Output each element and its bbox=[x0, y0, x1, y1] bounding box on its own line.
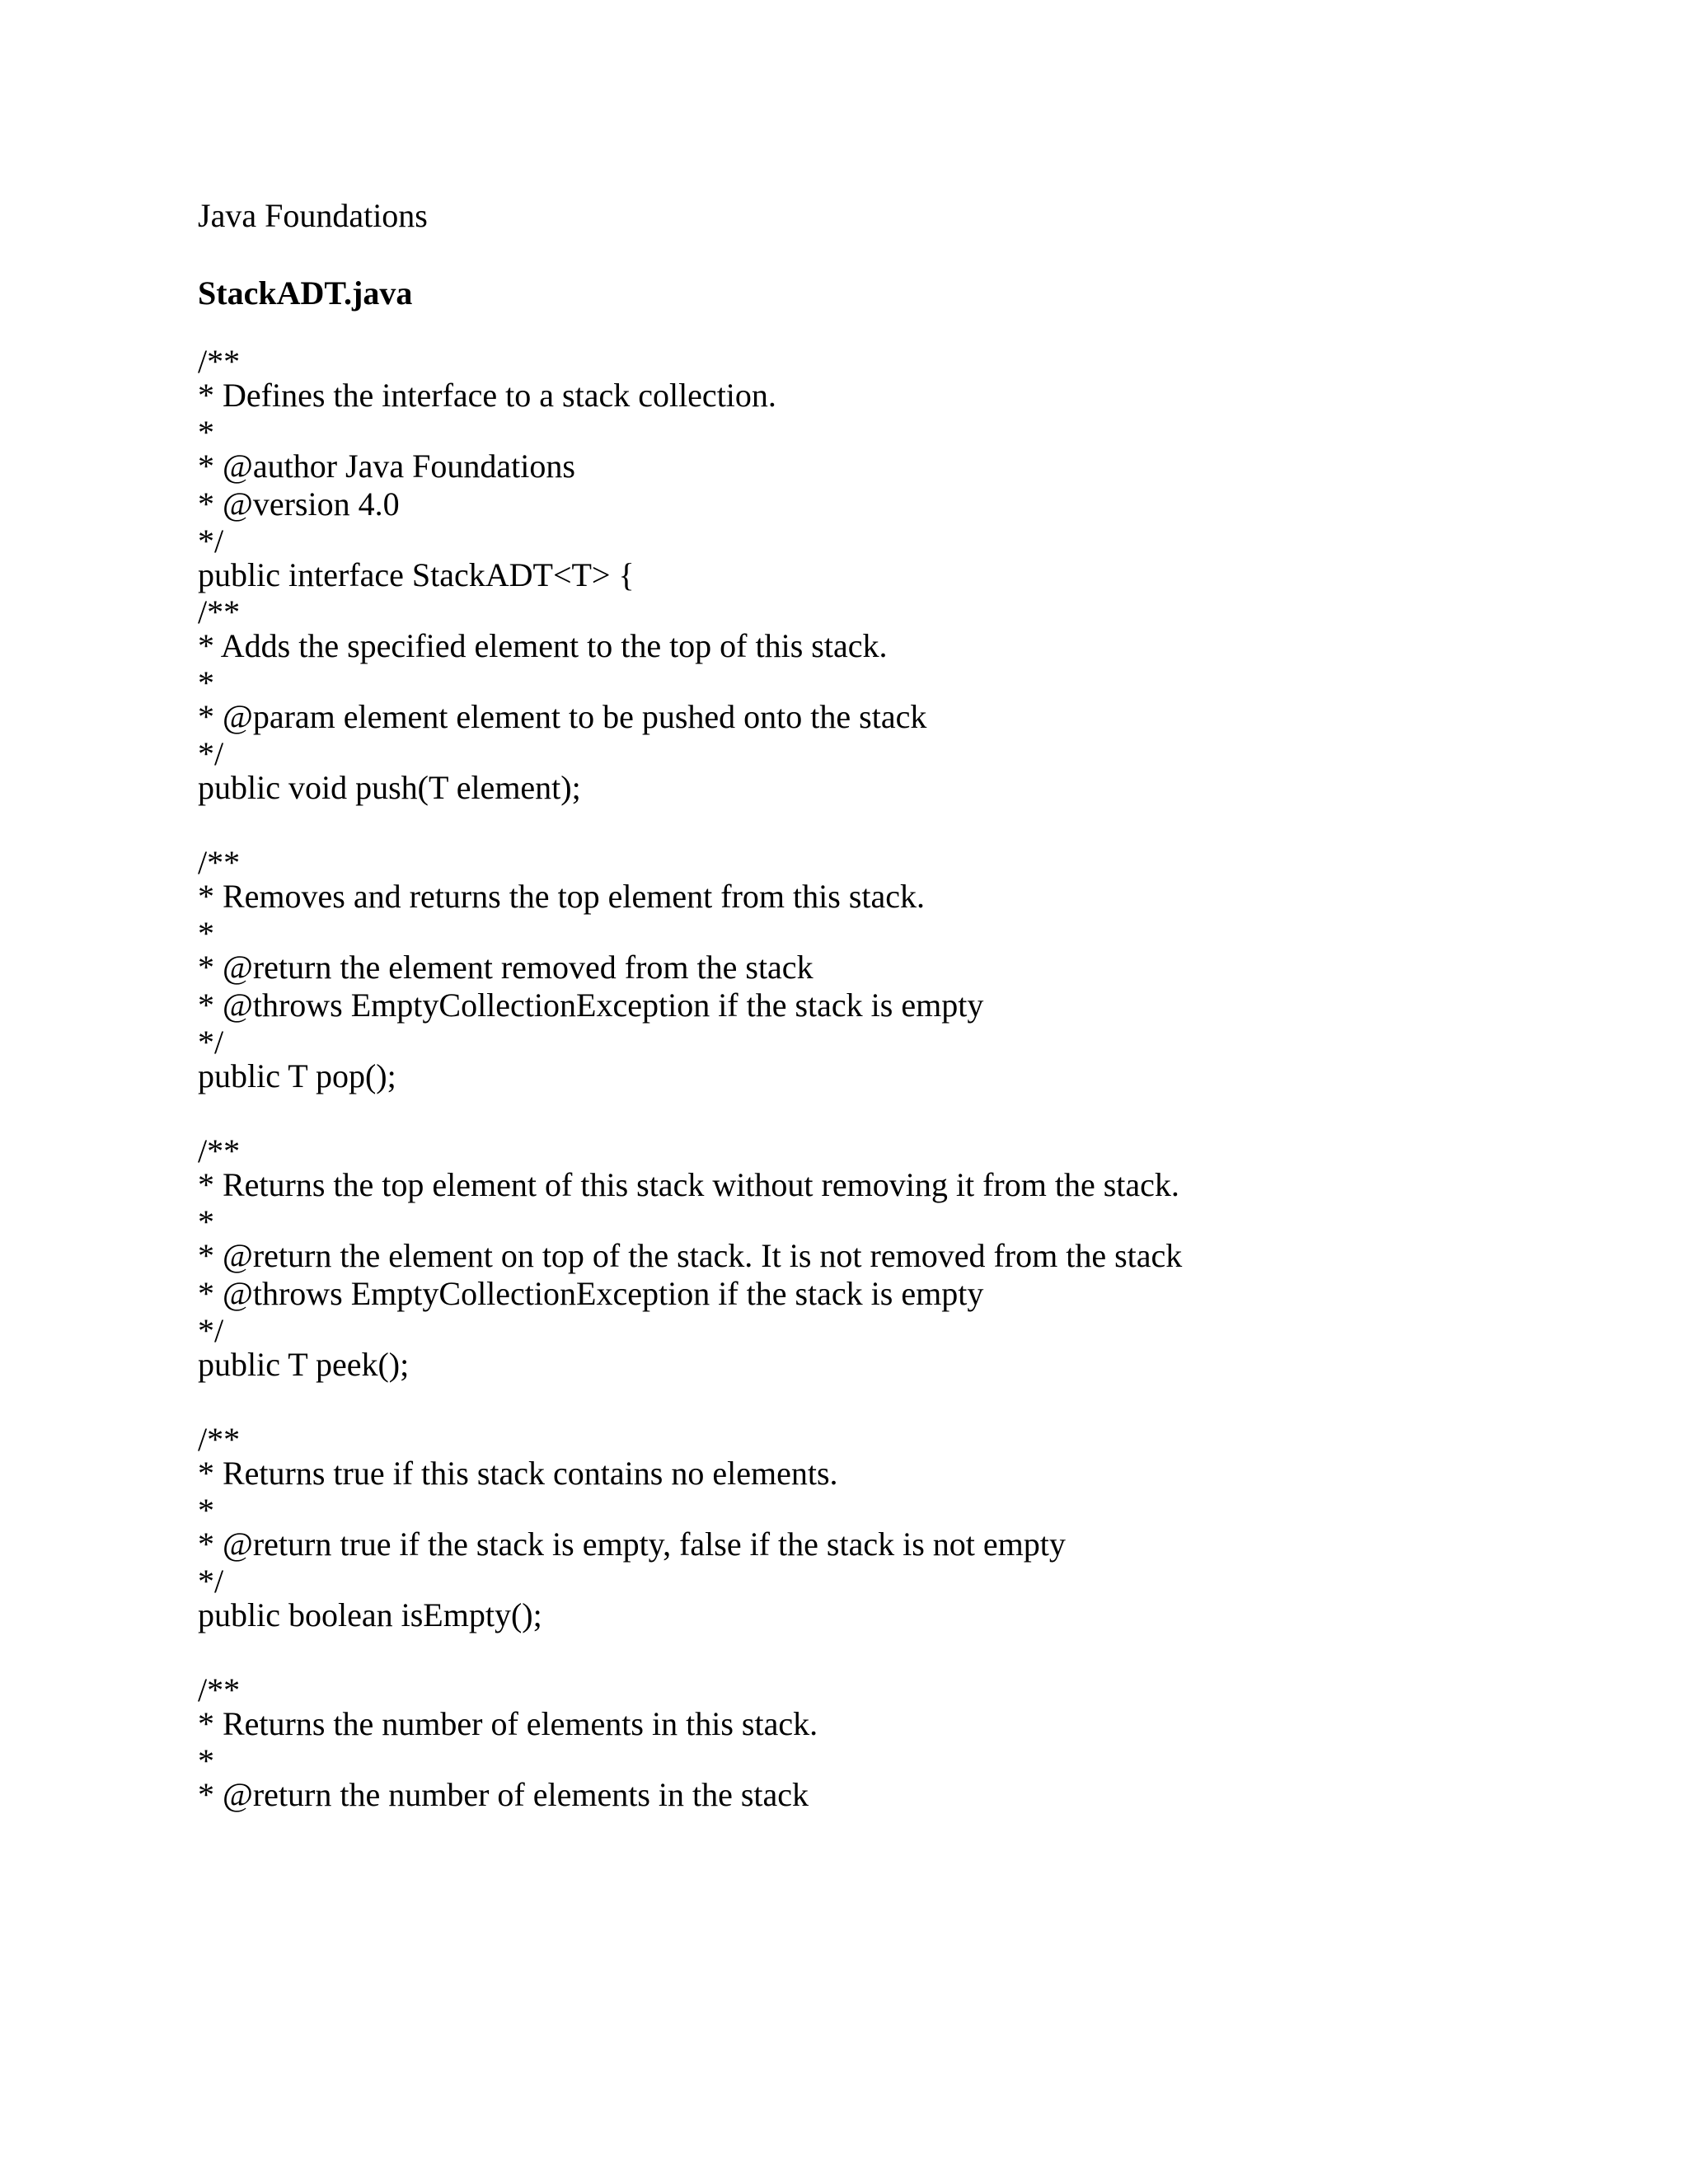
code-line: public void push(T element); bbox=[198, 769, 581, 806]
code-line: * bbox=[198, 1203, 214, 1236]
code-line: * @version 4.0 bbox=[198, 485, 400, 523]
code-line: */ bbox=[198, 1024, 224, 1057]
code-line: */ bbox=[198, 523, 224, 555]
code-line: * @author Java Foundations bbox=[198, 448, 575, 485]
code-line: * @return the element removed from the stack bbox=[198, 949, 814, 986]
code-line: * @return the element on top of the stack. It is not removed from the stack bbox=[198, 1237, 1183, 1274]
code-line: /** bbox=[198, 844, 241, 877]
blank-line bbox=[198, 1633, 1599, 1671]
blank-line bbox=[198, 1383, 1599, 1421]
code-line: * Defines the interface to a stack collection. bbox=[198, 377, 776, 414]
code-line: * Removes and returns the top element from this stack. bbox=[198, 878, 926, 915]
file-title: StackADT.java bbox=[198, 274, 413, 312]
code-line: */ bbox=[198, 1312, 224, 1345]
code-listing bbox=[198, 343, 1599, 1813]
code-line: /** bbox=[198, 1671, 241, 1704]
code-line: public T peek(); bbox=[198, 1346, 410, 1383]
code-line: public boolean isEmpty(); bbox=[198, 1596, 542, 1633]
code-line: * bbox=[198, 915, 214, 948]
document-header: Java Foundations bbox=[198, 197, 428, 234]
code-line: * @param element element to be pushed onto the stack bbox=[198, 698, 927, 735]
code-line: * bbox=[198, 1492, 214, 1525]
blank-line bbox=[198, 806, 1599, 844]
code-line: * @throws EmptyCollectionException if the stack is empty bbox=[198, 987, 984, 1024]
code-line: * bbox=[198, 414, 214, 447]
code-line: * Returns the number of elements in this stack. bbox=[198, 1705, 818, 1742]
code-line: /** bbox=[198, 593, 241, 626]
code-line: * bbox=[198, 1742, 214, 1775]
code-line: /** bbox=[198, 1132, 241, 1165]
code-line: * Adds the specified element to the top of this stack. bbox=[198, 627, 888, 664]
code-line: * @throws EmptyCollectionException if the stack is empty bbox=[198, 1275, 984, 1312]
code-line: */ bbox=[198, 735, 224, 768]
code-line: public T pop(); bbox=[198, 1057, 396, 1094]
blank-line bbox=[198, 1094, 1599, 1132]
code-line: * Returns true if this stack contains no elements. bbox=[198, 1455, 838, 1492]
code-line: */ bbox=[198, 1563, 224, 1596]
code-line: * bbox=[198, 664, 214, 697]
code-line: public interface StackADT<T> { bbox=[198, 556, 635, 593]
code-line: * @return the number of elements in the stack bbox=[198, 1776, 809, 1813]
code-line: * @return true if the stack is empty, false if the stack is not empty bbox=[198, 1526, 1066, 1563]
code-line: /** bbox=[198, 1421, 241, 1454]
code-line: * Returns the top element of this stack without removing it from the stack. bbox=[198, 1166, 1179, 1203]
code-line: /** bbox=[198, 343, 241, 376]
